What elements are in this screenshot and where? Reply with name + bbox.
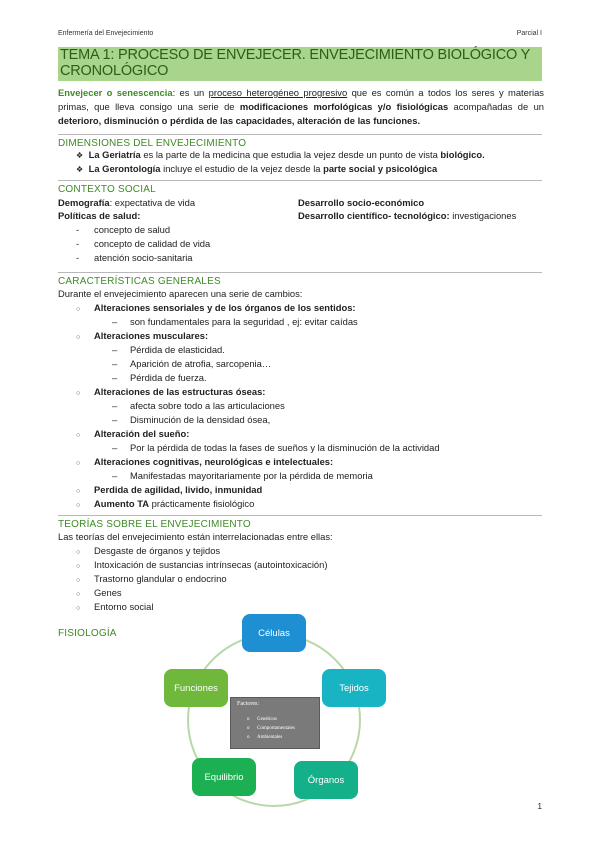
dimensiones-item-text: incluye el estudio de la vejez desde la [160, 163, 324, 174]
node-label: Órganos [307, 774, 345, 786]
desarrollo-cientifico-value: investigaciones [449, 210, 517, 221]
caracteristica-subitem: – afecta sobre todo a las articulaciones [112, 400, 285, 411]
section-heading-dimensiones: DIMENSIONES DEL ENVEJECIMIENTO [58, 138, 247, 149]
node-funciones [164, 669, 228, 707]
subitem-text: son fundamentales para la seguridad , ej: evitar caídas [130, 316, 358, 327]
teoria-item: ○ Intoxicación de sustancias intrínsecas (autointoxicación) [76, 559, 328, 570]
node-celulas [242, 614, 306, 652]
factores-title: Factores: [237, 701, 259, 707]
caracteristica-label: Alteraciones cognitivas, neurológicas e intelectuales: [94, 456, 334, 467]
section-heading-contexto: CONTEXTO SOCIAL [58, 184, 156, 195]
intro-bold-2: deterioro, disminución o pérdida de las capacidades, alteración de las funciones. [58, 115, 421, 126]
teoria-text: Trastorno glandular o endocrino [94, 573, 227, 584]
caracteristica-subitem: – Disminución de la densidad ósea, [112, 414, 271, 425]
teoria-text: Entorno social [94, 601, 154, 612]
node-organos [294, 761, 358, 799]
factores-box [230, 697, 320, 749]
diamond-bullet-icon: ❖ [76, 165, 84, 174]
teoria-item: ○ Trastorno glandular o endocrino [76, 573, 227, 584]
node-label: Equilibrio [204, 771, 244, 783]
intro-bold-1: modificaciones morfológicas y/o fisiológicas [239, 101, 449, 112]
intro-text-2: que es común a todos los seres y materias primas, que lleva consigo una serie de [58, 87, 544, 112]
caracteristica-subitem: – son fundamentales para la seguridad , ej: evitar caídas [112, 316, 358, 327]
caracteristica-item: ○ Aumento TA prácticamente fisiológico [76, 498, 255, 509]
caracteristica-item: ○ Alteraciones cognitivas, neurológicas e intelectuales: [76, 456, 334, 467]
caracteristica-label: Alteraciones sensoriales y de los órganos de los sentidos: [94, 302, 356, 313]
node-equilibrio [192, 758, 256, 796]
section-heading-teorias: TEORÍAS SOBRE EL ENVEJECIMIENTO [58, 519, 251, 530]
demografia-value: : expectativa de vida [109, 197, 196, 208]
caracteristica-label: Aumento TA [94, 498, 150, 509]
dimensiones-item-bold2: biológico. [440, 149, 485, 160]
intro-text-3: acompañadas de un [448, 101, 544, 112]
dimensiones-item-bold: La Gerontología [88, 163, 161, 174]
caracteristica-item: ○ Alteraciones de las estructuras óseas: [76, 386, 266, 397]
caracteristica-label: Perdida de agilidad, livido, inmunidad [94, 484, 263, 495]
desarrollo-cientifico-label: Desarrollo científico- tecnológico: [298, 210, 450, 221]
politicas-item: - concepto de calidad de vida [76, 238, 211, 249]
subitem-text: Pérdida de fuerza. [130, 372, 207, 383]
politicas-item: - atención socio-sanitaria [76, 252, 193, 263]
teoria-text: Genes [94, 587, 122, 598]
factores-list [247, 715, 295, 742]
header-right: Parcial I [516, 30, 542, 37]
teoria-item: ○ Entorno social [76, 601, 154, 612]
caracteristica-item: ○ Perdida de agilidad, livido, inmunidad [76, 484, 263, 495]
diamond-bullet-icon: ❖ [76, 151, 84, 160]
caracteristicas-intro: Durante el envejecimiento aparecen una serie de cambios: [58, 288, 303, 299]
factor-item: o Genéticos [247, 717, 277, 722]
demografia-label: Demografía [58, 197, 110, 208]
caracteristica-item: ○ Alteraciones musculares: [76, 330, 209, 341]
factor-item: o Comportamentales [247, 726, 295, 731]
caracteristica-label: Alteración del sueño: [94, 428, 190, 439]
caracteristica-subitem: – Por la pérdida de todas la fases de sueños y la disminución de la actividad [112, 442, 440, 453]
teoria-text: Desgaste de órganos y tejidos [94, 545, 221, 556]
subitem-text: Pérdida de elasticidad. [130, 344, 225, 355]
caracteristica-item: ○ Alteración del sueño: [76, 428, 190, 439]
node-label: Funciones [174, 682, 218, 694]
page-number: 1 [537, 802, 542, 811]
teorias-intro: Las teorías del envejecimiento están interrelacionadas entre ellas: [58, 531, 333, 542]
node-label: Tejidos [339, 682, 369, 694]
caracteristica-item: ○ Alteraciones sensoriales y de los órganos de los sentidos: [76, 302, 356, 313]
politicas-label: Políticas de salud: [58, 210, 141, 221]
section-heading-fisiologia: FISIOLOGÍA [58, 628, 117, 639]
intro-colon: : [172, 87, 176, 98]
desarrollo-socioeconomico: Desarrollo socio-económico [298, 197, 425, 208]
caracteristica-text: prácticamente fisiológico [149, 498, 255, 509]
subitem-text: afecta sobre todo a las articulaciones [130, 400, 285, 411]
dimensiones-item-bold2: parte social y psicológica [323, 163, 438, 174]
intro-text-1: es un [175, 87, 209, 98]
section-heading-caracteristicas: CARACTERÍSTICAS GENERALES [58, 276, 221, 287]
dimensiones-item-text: es la parte de la medicina que estudia la vejez desde un punto de vista [140, 149, 441, 160]
subitem-text: Aparición de atrofia, sarcopenia… [130, 358, 272, 369]
subitem-text: Manifestadas mayoritariamente por la pérdida de memoria [130, 470, 373, 481]
politicas-item: - concepto de salud [76, 224, 171, 235]
factor-item: o Ambientales [247, 735, 283, 740]
subitem-text: Por la pérdida de todas la fases de sueños y la disminución de la actividad [130, 442, 440, 453]
caracteristica-subitem: – Pérdida de fuerza. [112, 372, 207, 383]
teoria-text: Intoxicación de sustancias intrínsecas (autointoxicación) [94, 559, 328, 570]
politicas-item-text: concepto de salud [94, 224, 171, 235]
factor-text: Comportamentales [257, 726, 295, 731]
dimensiones-item-bold: La Geriatría [88, 149, 141, 160]
politicas-item-text: atención socio-sanitaria [94, 252, 193, 263]
subitem-text: Disminución de la densidad ósea, [130, 414, 271, 425]
caracteristica-subitem: – Manifestadas mayoritariamente por la pérdida de memoria [112, 470, 373, 481]
factor-text: Ambientales [257, 735, 283, 740]
header-left: Enfermería del Envejecimiento [58, 30, 154, 37]
caracteristica-subitem: – Aparición de atrofia, sarcopenia… [112, 358, 272, 369]
teoria-item: ○ Desgaste de órganos y tejidos [76, 545, 221, 556]
intro-underline: proceso heterogéneo progresivo [208, 87, 348, 98]
node-tejidos [322, 669, 386, 707]
caracteristica-label: Alteraciones musculares: [94, 330, 209, 341]
page-title: TEMA 1: PROCESO DE ENVEJECER. ENVEJECIMIENTO BIOLÓGICO Y CRONOLÓGICO [60, 47, 530, 79]
politicas-item-text: concepto de calidad de vida [94, 238, 211, 249]
caracteristica-label: Alteraciones de las estructuras óseas: [94, 386, 266, 397]
node-label: Células [258, 627, 290, 639]
caracteristica-subitem: – Pérdida de elasticidad. [112, 344, 225, 355]
intro-term: Envejecer o senescencia [58, 87, 173, 98]
teoria-item: ○ Genes [76, 587, 122, 598]
factor-text: Genéticos [257, 717, 277, 722]
